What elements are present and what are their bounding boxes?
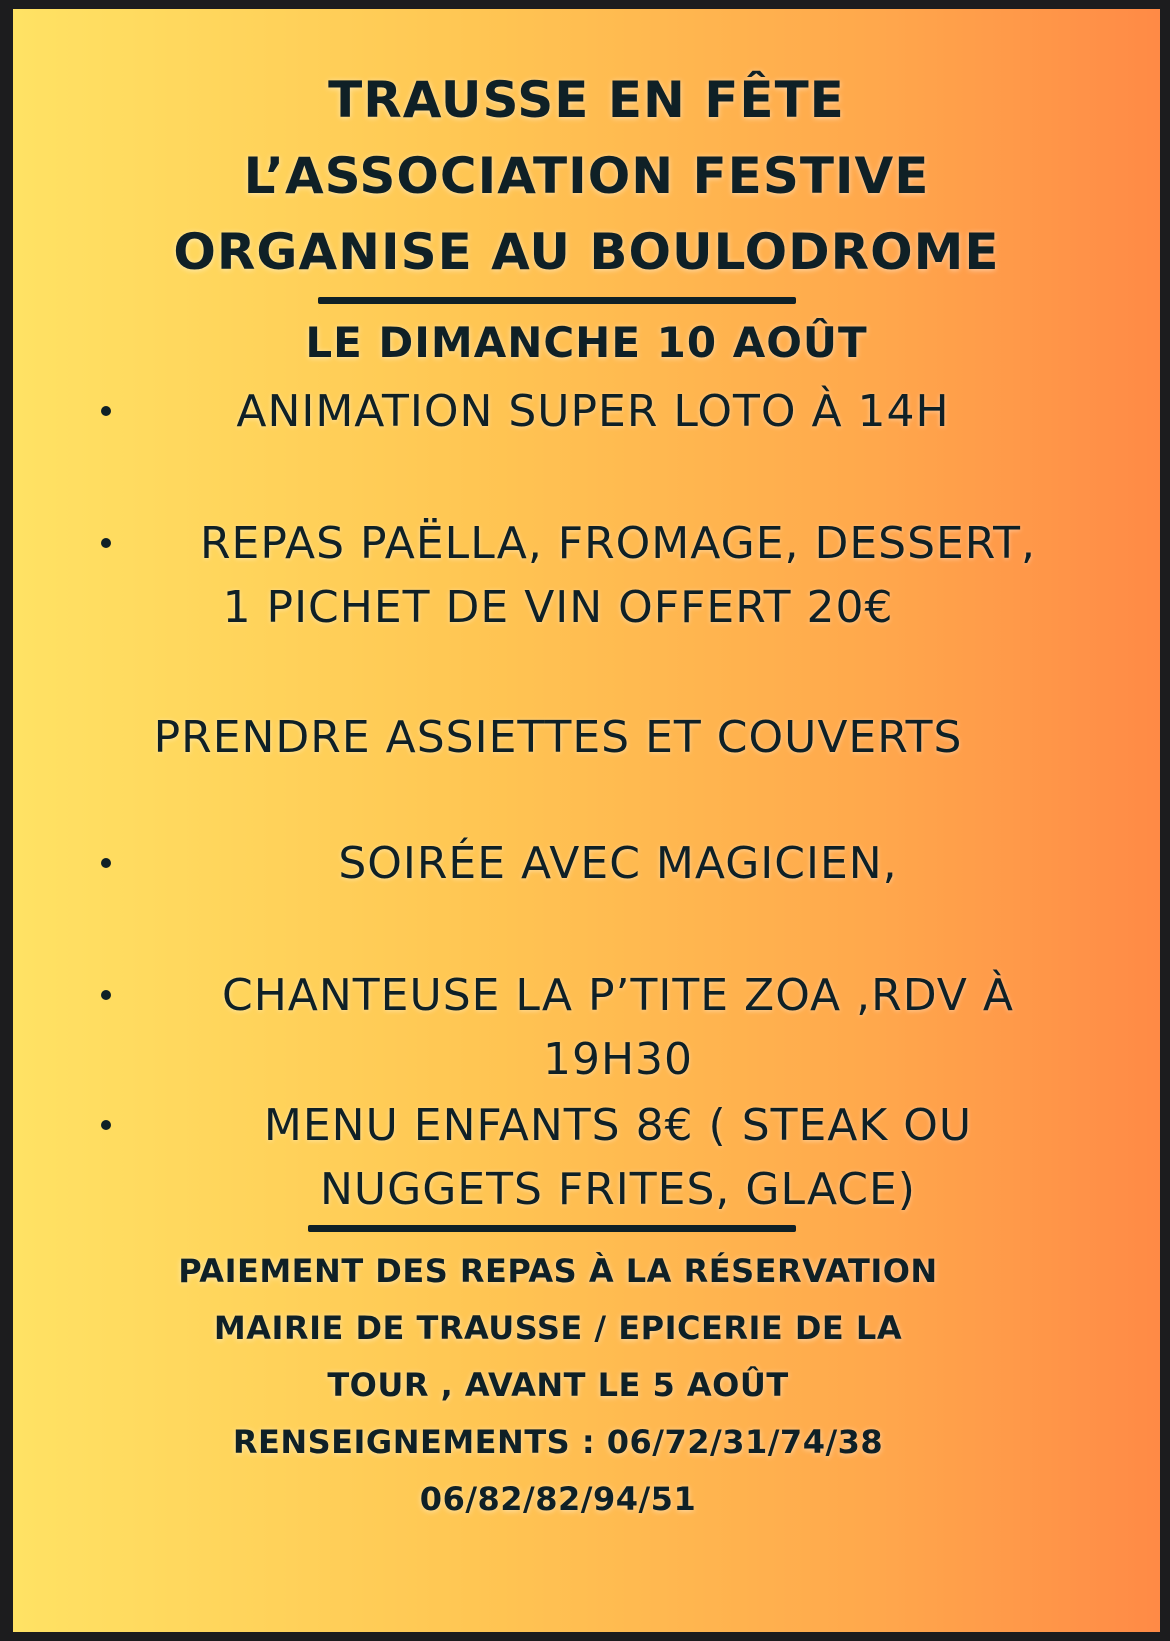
poster-subtitle-location: ORGANISE AU BOULODROME [173,223,1000,281]
item-repas-line2: 1 PICHET DE VIN OFFERT 20€ [222,582,894,633]
item-loto: ANIMATION SUPER LOTO À 14H [236,386,950,437]
footer-location: MAIRIE DE TRAUSSE / EPICERIE DE LA [213,1309,903,1347]
item-menu-enfants-line2: NUGGETS FRITES, GLACE) [320,1164,916,1215]
bottom-divider [308,1225,796,1232]
bullet-menu-enfants [101,1120,111,1130]
footer-info-phone-2: 06/82/82/94/51 [419,1480,697,1518]
item-repas-line1: REPAS PAËLLA, FROMAGE, DESSERT, [199,518,1037,569]
item-soiree: SOIRÉE AVEC MAGICIEN, [338,838,898,889]
poster-subtitle-association: L’ASSOCIATION FESTIVE [243,147,930,205]
poster-title: TRAUSSE EN FÊTE [328,71,845,129]
event-poster [13,9,1160,1632]
event-date: LE DIMANCHE 10 AOÛT [305,318,868,367]
bullet-repas [101,538,111,548]
item-chanteuse-line2: 19H30 [542,1034,694,1085]
bullet-loto [101,406,111,416]
top-divider [318,297,796,304]
bullet-soiree [101,858,111,868]
item-assiettes: PRENDRE ASSIETTES ET COUVERTS [153,712,963,763]
footer-payment: PAIEMENT DES REPAS À LA RÉSERVATION [178,1252,938,1290]
footer-info-phone-1: RENSEIGNEMENTS : 06/72/31/74/38 [232,1423,884,1461]
item-chanteuse-line1: CHANTEUSE LA P’TITE ZOA ,RDV À [221,970,1014,1021]
bullet-chanteuse [101,990,111,1000]
footer-deadline: TOUR , AVANT LE 5 AOÛT [327,1366,789,1404]
item-menu-enfants-line1: MENU ENFANTS 8€ ( STEAK OU [263,1100,973,1151]
